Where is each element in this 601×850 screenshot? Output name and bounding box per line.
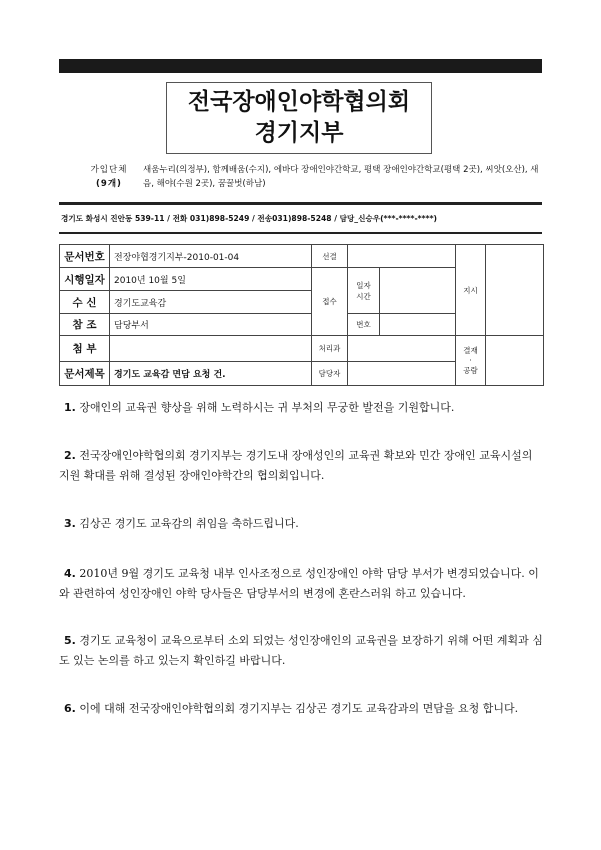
paragraph-4-text: 2010년 9월 경기도 교육청 내부 인사조정으로 성인장애인 야학 담당 부서가 변경되었습니다. 이와 관련하여 성인장애인 야학 당사들은 담당부서의 변경에 혼란스러워 하고 있습니다. — [59, 567, 539, 600]
attach-label: 첨 부 — [60, 336, 110, 362]
damdangja-label: 담당자 — [312, 362, 348, 386]
doc-no-value: 전장야협경기지부-2010-01-04 — [110, 245, 312, 268]
contact-address: 경기도 화성시 진안동 539-11 / 전화 031)898-5249 / 전송031)898-5248 / 담당_신승우(***-****-****) — [61, 214, 438, 223]
sungyeol-cell — [348, 245, 456, 268]
approval-table — [59, 244, 544, 386]
ilja-label: 일자 — [356, 280, 371, 290]
doc-no-label: 문서번호 — [60, 245, 110, 268]
cheorigwa-cell — [348, 336, 456, 362]
subject-label: 문서제목 — [60, 362, 110, 386]
paragraph-2-text: 전국장애인야학협의회 경기지부는 경기도내 장애성인의 교육권 확보와 민간 장애인 교육시설의 지원 확대를 위해 결성된 장애인야학간의 협의회입니다. — [59, 449, 533, 482]
jisi-label: 지시 — [456, 245, 486, 336]
sungyeol-label: 선결 — [312, 245, 348, 268]
divider-bottom — [59, 232, 542, 234]
paragraph-1-num: 1. — [64, 401, 76, 414]
cheorigwa-label: 처리과 — [312, 336, 348, 362]
paragraph-6 — [59, 699, 543, 719]
header-bar — [59, 59, 542, 73]
divider-top — [59, 202, 542, 205]
date-label: 시행일자 — [60, 268, 110, 291]
ref-value: 담당부서 — [110, 314, 312, 336]
paragraph-2 — [59, 446, 543, 486]
paragraph-1-text: 장애인의 교육권 향상을 위해 노력하시는 귀 부처의 무궁한 발전을 기원합니다. — [75, 401, 455, 414]
paragraph-6-num: 6. — [64, 702, 76, 715]
paragraph-4-num: 4. — [64, 567, 76, 580]
members-label-line1: 가입단체 — [90, 165, 128, 175]
paragraph-2-num: 2. — [64, 449, 76, 462]
gongram-text: 공람 — [463, 366, 478, 375]
title-box — [166, 82, 432, 154]
attach-value — [110, 336, 312, 362]
ref-label: 참 조 — [60, 314, 110, 336]
paragraph-6-text: 이에 대해 전국장애인야학협의회 경기지부는 김상곤 경기도 교육감과의 면담을 요청 합니다. — [75, 702, 519, 715]
paragraph-5-text: 경기도 교육청이 교육으로부터 소외 되었는 성인장애인의 교육권을 보장하기 위해 어떤 계획과 심도 있는 논의를 하고 있는지 확인하길 바랍니다. — [59, 634, 543, 667]
title-line2: 경기지부 — [254, 120, 344, 146]
members-list: 새움누리(의정부), 함께배움(수지), 에바다 장애인야간학교, 평택 장애인야간학교(평택 2곳), 씨앗(오산), 새음, 해야(수원 2곳), 꿈꿀벗(하남) — [143, 165, 539, 189]
recipient-value: 경기도교육감 — [110, 291, 312, 314]
beonho-label: 번호 — [348, 314, 380, 336]
paragraph-5 — [59, 631, 543, 671]
subject-value: 경기도 교육감 면담 요청 건. — [110, 362, 312, 386]
recipient-label: 수 신 — [60, 291, 110, 314]
title-line1: 전국장애인야학협의회 — [187, 89, 411, 115]
ilja-cell — [380, 268, 456, 314]
paragraph-3-num: 3. — [64, 517, 76, 530]
paragraph-3-text: 김상곤 경기도 교육감의 취임을 축하드립니다. — [75, 517, 299, 530]
gyeoljae-dot: · — [469, 356, 472, 365]
beonho-cell — [380, 314, 456, 336]
damdangja-cell — [348, 362, 456, 386]
gyeoljae-text: 결재 — [463, 346, 478, 355]
jisi-cell — [486, 245, 544, 336]
paragraph-5-num: 5. — [64, 634, 76, 647]
paragraph-1 — [59, 398, 543, 418]
date-value: 2010년 10월 5일 — [110, 268, 312, 291]
jeopsu-label: 접수 — [312, 268, 348, 336]
members-label — [86, 163, 132, 191]
sigan-label: 시간 — [356, 291, 371, 301]
paragraph-3 — [59, 514, 543, 534]
paragraph-4 — [59, 564, 543, 604]
ilja-sigan-label — [348, 268, 380, 314]
members-label-line2: (9개) — [96, 179, 122, 189]
gyeoljae-label — [456, 336, 486, 386]
gyeoljae-cell — [486, 336, 544, 386]
